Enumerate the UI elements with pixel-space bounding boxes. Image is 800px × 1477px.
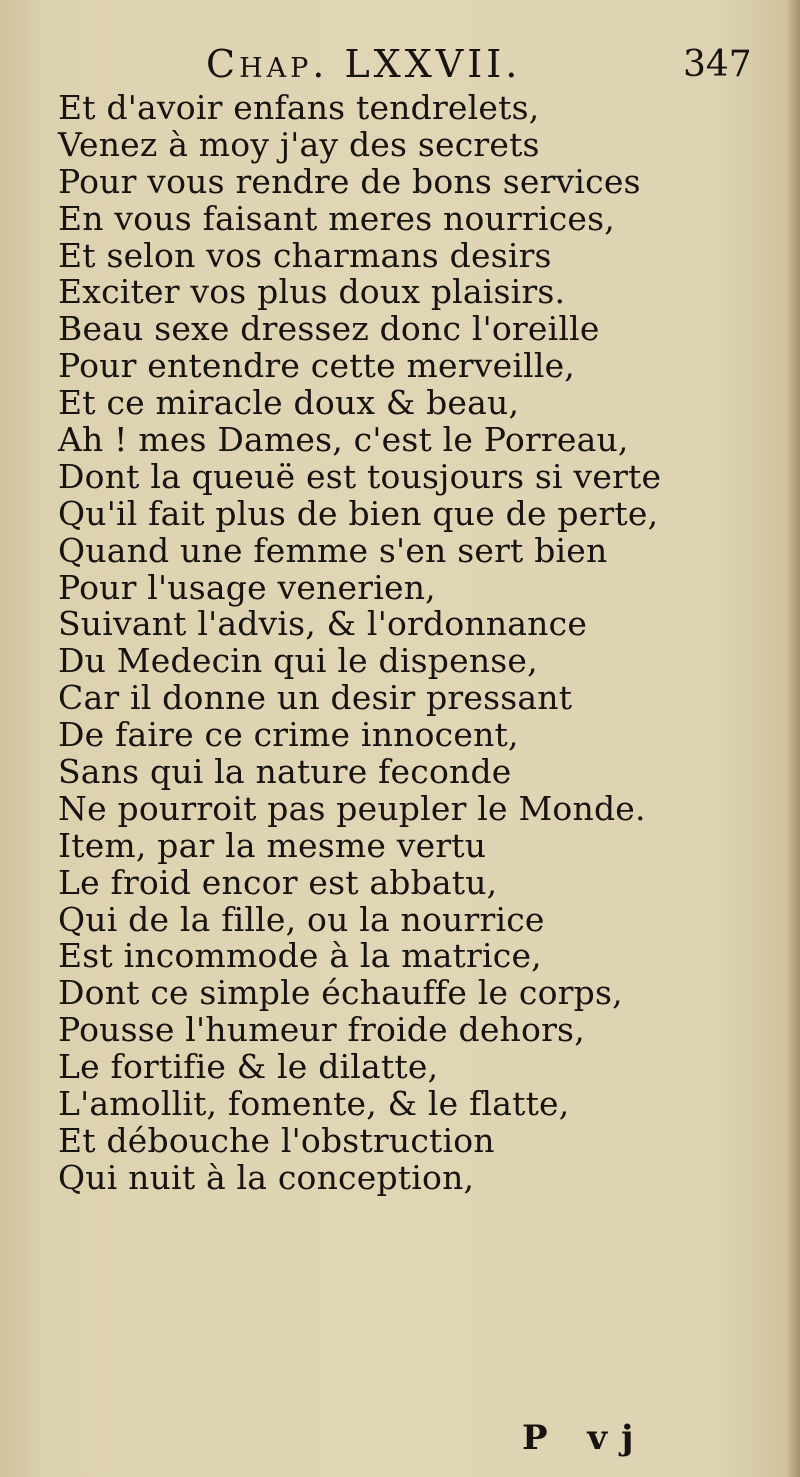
verse-line: Le fortifie & le dilatte, xyxy=(58,1047,439,1087)
verse-line: De faire ce crime innocent, xyxy=(58,715,519,755)
verse-line: Item, par la mesme vertu xyxy=(58,825,487,865)
verse-line: En vous faisant meres nourrices, xyxy=(58,198,615,238)
verse-line: Pour entendre cette merveille, xyxy=(58,346,576,386)
verse-line: Ne pourroit pas peupler le Monde. xyxy=(58,788,646,828)
verse-line: Qui de la fille, ou la nourrice xyxy=(58,899,545,939)
verse-line: Du Medecin qui le dispense, xyxy=(58,641,538,681)
verse-line: Beau sexe dressez donc l'oreille xyxy=(58,309,600,349)
verse-line: Quand une femme s'en sert bien xyxy=(58,530,608,570)
page-header xyxy=(0,42,800,92)
verse-line: Car il donne un desir pressant xyxy=(58,678,573,718)
verse-line: Pousse l'humeur froide dehors, xyxy=(58,1010,585,1050)
verse-line: Sans qui la nature feconde xyxy=(58,752,512,792)
verse-line: Le froid encor est abbatu, xyxy=(58,862,498,902)
verse-line: Qu'il fait plus de bien que de perte, xyxy=(58,493,659,533)
verse-line: Pour vous rendre de bons services xyxy=(58,161,641,201)
page-number: 347 xyxy=(683,44,752,85)
verse-line: Dont la queuë est tousjours si verte xyxy=(58,456,662,496)
verse-line: Qui nuit à la conception, xyxy=(58,1157,475,1197)
verse-line: L'amollit, fomente, & le flatte, xyxy=(58,1084,570,1124)
running-head: Chap. LXXVII. xyxy=(206,42,522,86)
poem-text xyxy=(58,90,758,1197)
verse-line: Et selon vos charmans desirs xyxy=(58,235,552,275)
verse-line: Venez à moy j'ay des secrets xyxy=(58,124,540,164)
verse-line: Dont ce simple échauffe le corps, xyxy=(58,973,623,1013)
verse-line: Et ce miracle doux & beau, xyxy=(58,383,520,423)
verse-line: Pour l'usage venerien, xyxy=(58,567,436,607)
verse-line: Ah ! mes Dames, c'est le Porreau, xyxy=(58,420,629,460)
verse-line: Et débouche l'obstruction xyxy=(58,1120,495,1160)
verse-line: Et d'avoir enfans tendrelets, xyxy=(58,88,540,127)
signature-mark: P vj xyxy=(522,1418,648,1458)
verse-line: Suivant l'advis, & l'ordonnance xyxy=(58,604,588,644)
verse-line: Est incommode à la matrice, xyxy=(58,936,542,976)
verse-line: Exciter vos plus doux plaisirs. xyxy=(58,272,566,312)
